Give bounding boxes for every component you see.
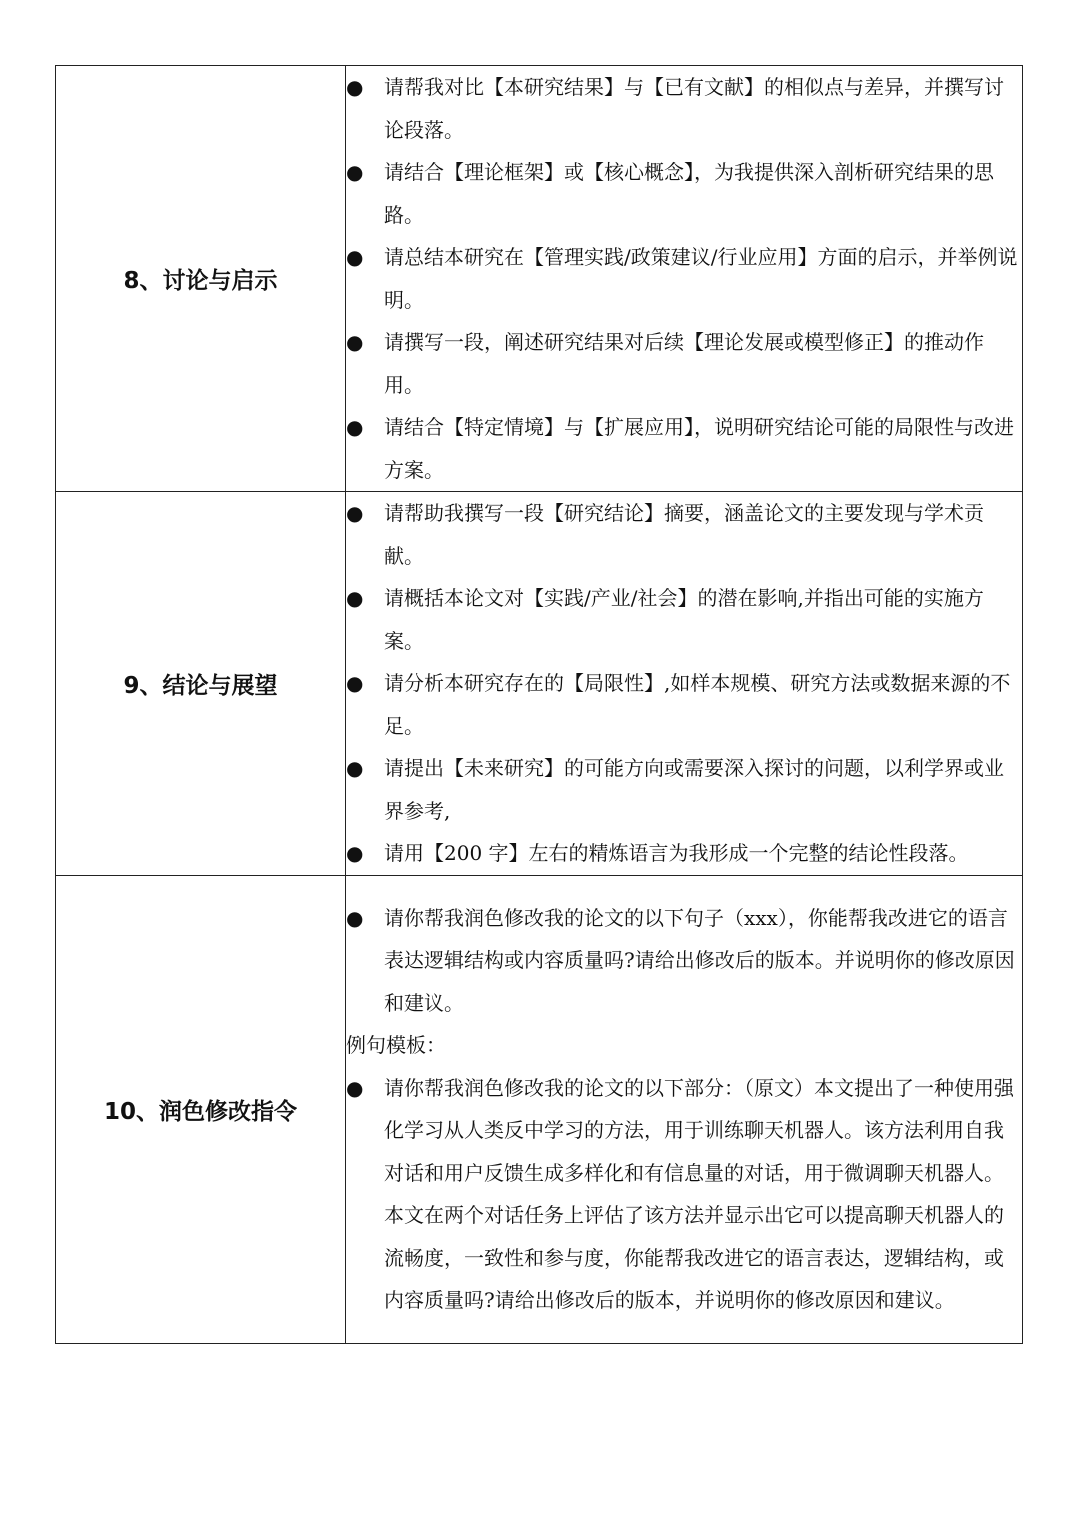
- prompt-table: [55, 65, 1023, 1344]
- list-item: [346, 747, 1022, 832]
- list-item-text: 请撰写一段，阐述研究结果对后续【理论发展或模型修正】的推动作用。: [384, 330, 984, 397]
- list-item-text: 请用【200 字】左右的精炼语言为我形成一个完整的结论性段落。: [384, 841, 969, 865]
- list-item: [346, 492, 1022, 577]
- bullet-icon: ●: [346, 1075, 364, 1100]
- row-label: 10、润色修改指令: [56, 875, 346, 1343]
- list-item: [346, 151, 1022, 236]
- table-row: [56, 66, 1023, 492]
- bullet-icon: ●: [346, 415, 364, 439]
- list-item-text: 请帮我对比【本研究结果】与【已有文献】的相似点与差异，并撰写讨论段落。: [384, 75, 1004, 142]
- list-item: [346, 662, 1022, 747]
- list-item-text: 请结合【特定情境】与【扩展应用】，说明研究结论可能的局限性与改进方案。: [384, 415, 1014, 482]
- list-item: [346, 897, 1022, 1025]
- row-content: [346, 875, 1023, 1343]
- list-item-text: 请总结本研究在【管理实践/政策建议/行业应用】方面的启示，并举例说明。: [384, 245, 1018, 312]
- list-item: [346, 236, 1022, 321]
- bullet-icon: ●: [346, 671, 364, 695]
- list-item: [346, 1067, 1022, 1322]
- bullet-icon: ●: [346, 905, 364, 930]
- list-item: [346, 406, 1022, 491]
- list-item-text: 请你帮我润色修改我的论文的以下部分：（原文）本文提出了一种使用强化学习从人类反中学习的方法，用于训练聊天机器人。该方法利用自我对话和用户反馈生成多样化和有信息量的对话，用于微调聊天机器人。本文在两个对话任务上评估了该方法并显示出它可以提高聊天机器人的流畅度，一致性和参与度，你能帮我改进它的语言表达，逻辑结构，或内容质量吗?请给出修改后的版本，并说明你的修改原因和建议。: [384, 1075, 1014, 1312]
- list-item-text: 请结合【理论框架】或【核心概念】，为我提供深入剖析研究结果的思路。: [384, 160, 994, 227]
- bullet-icon: ●: [346, 75, 364, 99]
- row-label: 8、讨论与启示: [56, 66, 346, 492]
- row-label: 9、结论与展望: [56, 492, 346, 876]
- bullet-icon: ●: [346, 160, 364, 184]
- list-item: [346, 577, 1022, 662]
- bullet-icon: ●: [346, 245, 364, 269]
- bullet-icon: ●: [346, 841, 364, 865]
- row-content: [346, 66, 1023, 492]
- list-item: [346, 832, 1022, 875]
- example-heading: 例句模板：: [346, 1033, 446, 1057]
- list-item-text: 请提出【未来研究】的可能方向或需要深入探讨的问题，以利学界或业界参考,: [384, 756, 1004, 823]
- list-item-text: 请概括本论文对【实践/产业/社会】的潜在影响,并指出可能的实施方案。: [384, 586, 984, 653]
- bullet-icon: ●: [346, 501, 364, 525]
- bullet-icon: ●: [346, 756, 364, 780]
- table-row: [56, 492, 1023, 876]
- bullet-icon: ●: [346, 330, 364, 354]
- list-item-text: 请分析本研究存在的【局限性】,如样本规模、研究方法或数据来源的不足。: [384, 671, 1011, 738]
- table-row: [56, 875, 1023, 1343]
- list-item-text: 请你帮我润色修改我的论文的以下句子（xxx），你能帮我改进它的语言表达逻辑结构或内容质量吗?请给出修改后的版本。并说明你的修改原因和建议。: [384, 905, 1015, 1015]
- row-content: [346, 492, 1023, 876]
- list-item-text: 请帮助我撰写一段【研究结论】摘要，涵盖论文的主要发现与学术贡献。: [384, 501, 984, 568]
- list-item: [346, 66, 1022, 151]
- bullet-icon: ●: [346, 586, 364, 610]
- list-item: [346, 321, 1022, 406]
